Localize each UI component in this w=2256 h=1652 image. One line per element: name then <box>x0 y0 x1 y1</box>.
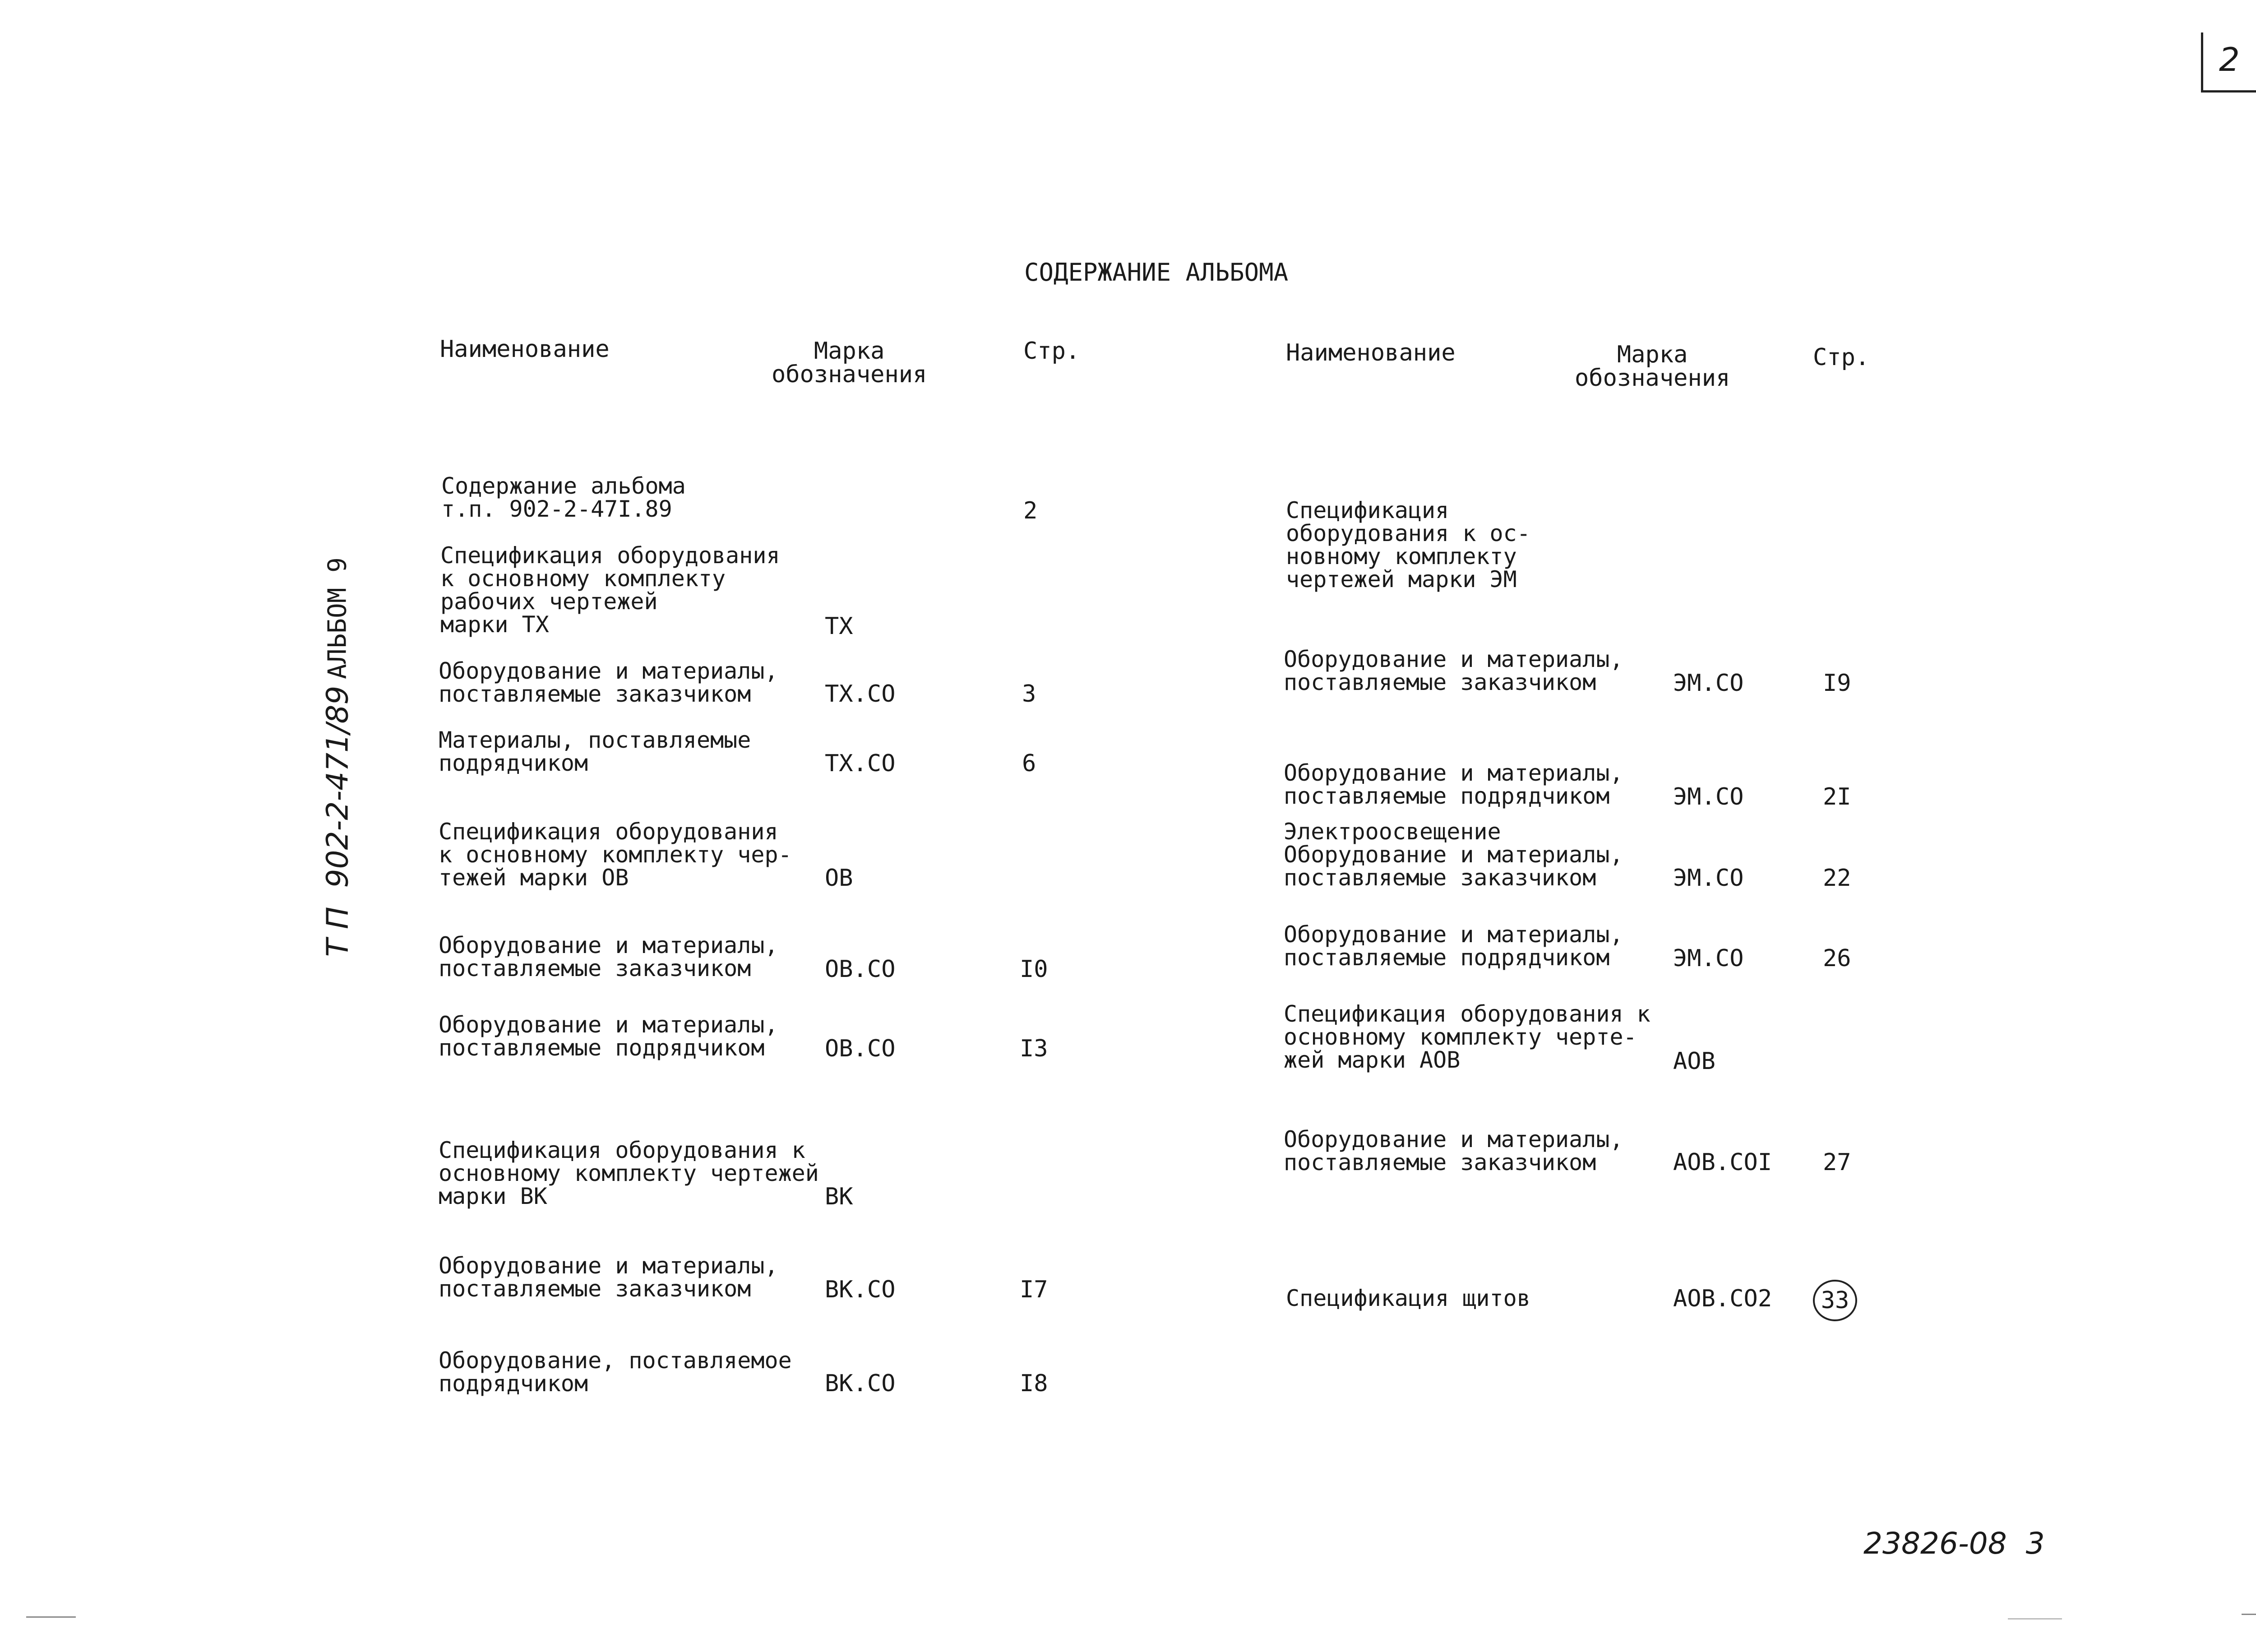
row-name: Спецификация оборудования к основному комплекту чер- тежей марки ОВ <box>439 819 792 891</box>
row-mark: ОВ <box>825 865 853 892</box>
row-mark: ВК <box>825 1183 853 1210</box>
row-name: Оборудование, поставляемое подрядчиком <box>439 1347 792 1397</box>
row-mark: АОВ.СО2 <box>1673 1285 1772 1312</box>
corner-page-number: 2 <box>2219 41 2240 79</box>
scan-mark <box>2242 1614 2256 1615</box>
row-mark: ЭМ.СО <box>1673 865 1744 892</box>
row-name: Материалы, поставляемые подрядчиком <box>439 727 751 776</box>
row-name: Оборудование и материалы, поставляемые заказчиком <box>1284 1126 1623 1175</box>
sidebar-doc-code: Т П 902-2-471/89 <box>320 685 355 957</box>
row-page: I9 <box>1823 670 1851 697</box>
scan-mark <box>2008 1618 2062 1620</box>
row-page: 2I <box>1823 783 1851 810</box>
row-page: 3 <box>1022 680 1036 708</box>
page-title: СОДЕРЖАНИЕ АЛЬБОМА <box>1024 258 1289 287</box>
sidebar-album: АЛЬБОМ 9 <box>323 557 352 679</box>
row-mark: ЭМ.СО <box>1673 945 1744 972</box>
row-mark: ЭМ.СО <box>1673 670 1744 697</box>
row-mark: ОВ.СО <box>825 956 896 983</box>
row-page: 6 <box>1022 750 1036 777</box>
scan-mark <box>26 1616 76 1618</box>
row-mark: ВК.СО <box>825 1370 896 1397</box>
row-mark: ЭМ.СО <box>1673 783 1744 810</box>
row-mark: ВК.СО <box>825 1276 896 1303</box>
footer-code: 23826-08 3 <box>1863 1526 2045 1561</box>
row-name: Спецификация оборудования к основному комплекту чертежей марки ВК <box>439 1137 819 1209</box>
right-header-name: Наименование <box>1286 339 1456 366</box>
row-page-circled <box>1818 1280 1857 1321</box>
row-mark: ОВ.СО <box>825 1035 896 1062</box>
row-name: Спецификация щитов <box>1286 1285 1530 1311</box>
row-page: I0 <box>1020 956 1048 983</box>
row-name: Спецификация оборудования к основному комплекту рабочих чертежей марки ТХ <box>440 542 780 638</box>
row-name: Содержание альбома т.п. 902-2-47I.89 <box>441 473 686 522</box>
row-name: Спецификация оборудования к ос- новному комплекту чертежей марки ЭМ <box>1286 497 1530 592</box>
row-name: Оборудование и материалы, поставляемые заказчиком <box>439 1253 778 1302</box>
row-mark: ТХ.СО <box>825 750 896 777</box>
left-header-mark: Марка обозначения <box>772 338 927 388</box>
row-page: I3 <box>1020 1035 1048 1062</box>
row-name: Спецификация оборудования к основному комплекту черте- жей марки АОВ <box>1284 1001 1650 1073</box>
left-header-page: Стр. <box>1023 338 1080 365</box>
row-mark: АОВ.СОI <box>1673 1149 1772 1176</box>
circled-page-number: 33 <box>1813 1280 1857 1321</box>
row-page: I7 <box>1020 1276 1048 1303</box>
row-mark: ТХ.СО <box>825 680 896 708</box>
row-page: 27 <box>1823 1149 1851 1176</box>
row-name: Оборудование и материалы, поставляемые подрядчиком <box>439 1012 778 1061</box>
row-page: 26 <box>1823 945 1851 972</box>
row-name: Оборудование и материалы, поставляемые заказчиком <box>439 658 778 707</box>
left-header-name: Наименование <box>440 336 610 363</box>
row-name: Оборудование и материалы, поставляемые подрядчиком <box>1284 760 1623 809</box>
row-mark: АОВ <box>1673 1048 1715 1075</box>
row-name: Оборудование и материалы, поставляемые заказчиком <box>1284 646 1623 695</box>
right-header-page: Стр. <box>1813 344 1870 371</box>
row-page: I8 <box>1020 1370 1048 1397</box>
row-name: Оборудование и материалы, поставляемые заказчиком <box>439 932 778 981</box>
row-name: Оборудование и материалы, поставляемые подрядчиком <box>1284 921 1623 971</box>
row-name: Электроосвещение Оборудование и материалы, поставляемые заказчиком <box>1284 819 1623 891</box>
row-mark: ТХ <box>825 613 853 640</box>
row-page: 22 <box>1823 865 1851 892</box>
row-page: 2 <box>1023 497 1038 524</box>
right-header-mark: Марка обозначения <box>1575 341 1730 392</box>
